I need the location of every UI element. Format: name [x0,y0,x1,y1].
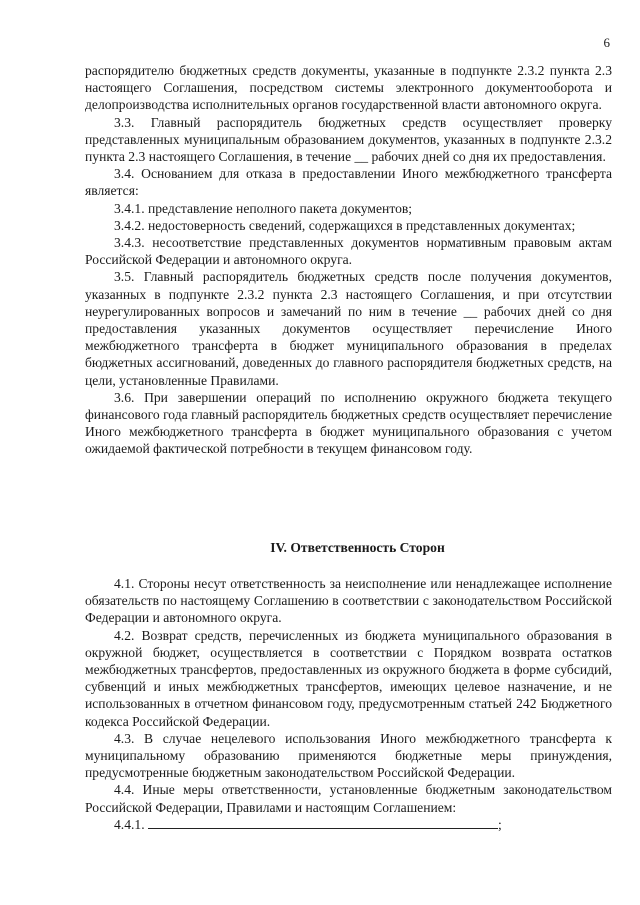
section-heading: IV. Ответственность Сторон [270,540,445,555]
paragraph-continuation: распорядителю бюджетных средств документы, указанные в подпункте 2.3.2 пункта 2.3 настоящего Соглашения, посредством системы электронного документооборота и делопроизводства исполнительных органов государственной власти автономного округа. [85,63,612,113]
paragraph-3-3: 3.3. Главный распорядитель бюджетных средств осуществляет проверку представленных муниципальным образованием документов, указанных в подпункте 2.3.2 пункта 2.3 настоящего Соглашения, в течение __ рабочих дней со дня их предоставления. [85,114,612,165]
paragraph-4-2: 4.2. Возврат средств, перечисленных из бюджета муниципального образования в окружной бюджет, осуществляется в соответствии с Порядком возврата остатков межбюджетных трансфертов, предоставленных из окружного бюджета в форме субсидий, субвенций и иных межбюджетных трансфертов, имеющих целевое назначение, и не использованных в отчетном финансовом году, предусмотренным статьей 242 Бюджетного кодекса Российской Федерации. [85,627,612,729]
paragraph-4-1: 4.1. Стороны несут ответственность за неисполнение или ненадлежащее исполнение обязательств по настоящему Соглашению в соответствии с законодательством Российской Федерации и автономного округа. [85,576,612,626]
item-4-4-1-end: ; [498,816,502,832]
paragraph-3-5: 3.5. Главный распорядитель бюджетных средств после получения документов, указанных в подпункте 2.3.2 пункта 2.3 настоящего Соглашения, и при отсутствии неурегулированных вопросов и замечаний по ним в течение __ рабочих дней со дня предоставления указанных документов осуществляет перечисление Иного межбюджетного трансферта в бюджет муниципального образования в пределах бюджетных ассигнований, доведенных до главного распорядителя бюджетных средств, на цели, установленные Правилами. [85,269,612,388]
paragraph-4-3: 4.3. В случае нецелевого использования Иного межбюджетного трансферта к муниципальному образованию применяются бюджетные меры принуждения, предусмотренные бюджетным законодательством Российской Федерации. [85,730,612,781]
item-4-4-1-label: 4.4.1. [114,816,145,832]
paragraph-3-6: 3.6. При завершении операций по исполнению окружного бюджета текущего финансового года главный распорядитель бюджетных средств осуществляет перечисление Иного межбюджетного трансферта в бюджет муниципального образования с учетом ожидаемой фактической потребности в текущем финансовом году. [85,389,612,457]
paragraph-4-4-1 [85,816,612,833]
paragraph-4-4: 4.4. Иные меры ответственности, установленные бюджетным законодательством Российской Федерации, Правилами и настоящим Соглашением: [85,782,612,815]
page-number: 6 [603,35,610,50]
blank-line [148,816,498,829]
body-top [85,62,612,458]
paragraph-3-4: 3.4. Основанием для отказа в предоставлении Иного межбюджетного трансферта является: [85,166,612,199]
body-bottom [85,575,612,833]
section-iv [85,539,612,556]
paragraph-3-4-2: 3.4.2. недостоверность сведений, содержащихся в представленных документах; [114,217,576,233]
paragraph-3-4-1: 3.4.1. представление неполного пакета документов; [114,200,413,216]
paragraph-3-4-3: 3.4.3. несоответствие представленных документов нормативным правовым актам Российской Федерации и автономного округа. [85,235,612,268]
